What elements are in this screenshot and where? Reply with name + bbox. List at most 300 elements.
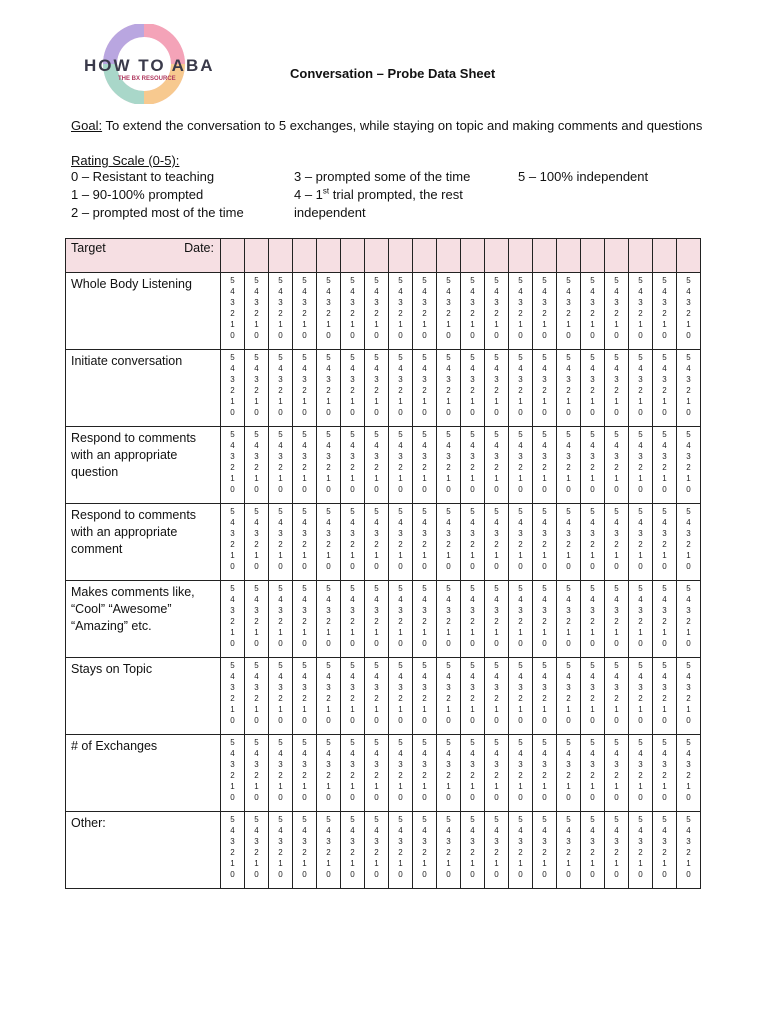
score-cell[interactable] bbox=[605, 581, 629, 658]
score-option[interactable]: 0 bbox=[446, 870, 451, 879]
score-cell[interactable] bbox=[533, 427, 557, 504]
score-option[interactable]: 1 bbox=[278, 859, 283, 868]
score-option[interactable]: 3 bbox=[422, 837, 427, 846]
score-cell[interactable] bbox=[221, 504, 245, 581]
score-option[interactable]: 2 bbox=[230, 540, 235, 549]
score-option[interactable]: 5 bbox=[302, 276, 307, 285]
score-option[interactable]: 4 bbox=[422, 441, 427, 450]
score-option[interactable]: 5 bbox=[374, 738, 379, 747]
score-option[interactable]: 3 bbox=[302, 529, 307, 538]
score-option[interactable]: 4 bbox=[254, 672, 259, 681]
score-option[interactable]: 1 bbox=[686, 320, 691, 329]
score-option[interactable]: 3 bbox=[518, 837, 523, 846]
score-option[interactable]: 4 bbox=[446, 441, 451, 450]
score-option[interactable]: 0 bbox=[638, 793, 643, 802]
score-option[interactable]: 3 bbox=[614, 683, 619, 692]
score-cell[interactable] bbox=[365, 581, 389, 658]
score-option[interactable]: 1 bbox=[350, 782, 355, 791]
score-option[interactable]: 3 bbox=[542, 298, 547, 307]
score-option[interactable]: 2 bbox=[518, 848, 523, 857]
score-option[interactable]: 5 bbox=[662, 738, 667, 747]
score-option[interactable]: 3 bbox=[566, 606, 571, 615]
score-option[interactable]: 3 bbox=[254, 683, 259, 692]
score-option[interactable]: 0 bbox=[374, 639, 379, 648]
score-option[interactable]: 0 bbox=[590, 408, 595, 417]
score-cell[interactable] bbox=[485, 504, 509, 581]
score-option[interactable]: 1 bbox=[518, 628, 523, 637]
score-option[interactable]: 5 bbox=[494, 507, 499, 516]
score-cell[interactable] bbox=[245, 581, 269, 658]
score-option[interactable]: 5 bbox=[446, 661, 451, 670]
score-option[interactable]: 0 bbox=[542, 408, 547, 417]
score-cell[interactable] bbox=[389, 273, 413, 350]
score-option[interactable]: 4 bbox=[686, 826, 691, 835]
score-option[interactable]: 2 bbox=[638, 617, 643, 626]
score-option[interactable]: 1 bbox=[662, 628, 667, 637]
score-option[interactable]: 5 bbox=[326, 430, 331, 439]
score-option[interactable]: 1 bbox=[230, 320, 235, 329]
score-option[interactable]: 0 bbox=[614, 716, 619, 725]
score-option[interactable]: 4 bbox=[254, 441, 259, 450]
score-option[interactable]: 0 bbox=[230, 331, 235, 340]
score-option[interactable]: 0 bbox=[686, 562, 691, 571]
score-option[interactable]: 1 bbox=[398, 551, 403, 560]
score-option[interactable]: 1 bbox=[374, 628, 379, 637]
score-option[interactable]: 0 bbox=[398, 716, 403, 725]
score-option[interactable]: 3 bbox=[326, 760, 331, 769]
score-option[interactable]: 4 bbox=[638, 441, 643, 450]
score-cell[interactable] bbox=[389, 735, 413, 812]
score-option[interactable]: 0 bbox=[422, 870, 427, 879]
score-cell[interactable] bbox=[485, 735, 509, 812]
score-option[interactable]: 1 bbox=[470, 474, 475, 483]
score-option[interactable]: 5 bbox=[638, 661, 643, 670]
score-option[interactable]: 2 bbox=[494, 771, 499, 780]
score-option[interactable]: 4 bbox=[470, 826, 475, 835]
score-option[interactable]: 4 bbox=[662, 749, 667, 758]
score-option[interactable]: 2 bbox=[374, 617, 379, 626]
score-option[interactable]: 1 bbox=[302, 782, 307, 791]
score-option[interactable]: 0 bbox=[278, 408, 283, 417]
date-cell[interactable] bbox=[509, 239, 533, 273]
score-option[interactable]: 3 bbox=[518, 683, 523, 692]
score-option[interactable]: 5 bbox=[542, 738, 547, 747]
score-option[interactable]: 4 bbox=[302, 826, 307, 835]
score-option[interactable]: 5 bbox=[302, 353, 307, 362]
score-option[interactable]: 4 bbox=[638, 364, 643, 373]
score-option[interactable]: 1 bbox=[254, 397, 259, 406]
score-option[interactable]: 1 bbox=[446, 551, 451, 560]
score-cell[interactable] bbox=[461, 350, 485, 427]
score-cell[interactable] bbox=[485, 581, 509, 658]
score-option[interactable]: 5 bbox=[374, 507, 379, 516]
score-option[interactable]: 3 bbox=[254, 529, 259, 538]
score-option[interactable]: 4 bbox=[566, 441, 571, 450]
score-option[interactable]: 2 bbox=[422, 617, 427, 626]
score-option[interactable]: 0 bbox=[518, 331, 523, 340]
score-option[interactable]: 2 bbox=[470, 463, 475, 472]
score-option[interactable]: 2 bbox=[278, 694, 283, 703]
score-cell[interactable] bbox=[269, 427, 293, 504]
score-option[interactable]: 1 bbox=[686, 628, 691, 637]
score-option[interactable]: 2 bbox=[542, 463, 547, 472]
score-option[interactable]: 0 bbox=[278, 870, 283, 879]
date-cell[interactable] bbox=[533, 239, 557, 273]
score-option[interactable]: 4 bbox=[278, 826, 283, 835]
score-cell[interactable] bbox=[341, 350, 365, 427]
score-option[interactable]: 3 bbox=[326, 452, 331, 461]
score-option[interactable]: 5 bbox=[254, 815, 259, 824]
score-option[interactable]: 0 bbox=[518, 485, 523, 494]
score-cell[interactable] bbox=[293, 273, 317, 350]
score-option[interactable]: 4 bbox=[614, 826, 619, 835]
score-option[interactable]: 4 bbox=[662, 518, 667, 527]
score-option[interactable]: 2 bbox=[686, 463, 691, 472]
score-option[interactable]: 2 bbox=[350, 540, 355, 549]
score-option[interactable]: 2 bbox=[614, 617, 619, 626]
score-option[interactable]: 2 bbox=[446, 694, 451, 703]
score-option[interactable]: 2 bbox=[446, 386, 451, 395]
score-option[interactable]: 3 bbox=[422, 452, 427, 461]
score-option[interactable]: 0 bbox=[326, 716, 331, 725]
score-option[interactable]: 3 bbox=[278, 452, 283, 461]
score-cell[interactable] bbox=[269, 735, 293, 812]
score-option[interactable]: 4 bbox=[350, 595, 355, 604]
score-option[interactable]: 4 bbox=[446, 826, 451, 835]
score-option[interactable]: 5 bbox=[422, 815, 427, 824]
score-option[interactable]: 2 bbox=[590, 848, 595, 857]
score-option[interactable]: 5 bbox=[590, 507, 595, 516]
score-option[interactable]: 2 bbox=[374, 848, 379, 857]
score-option[interactable]: 1 bbox=[398, 859, 403, 868]
score-option[interactable]: 0 bbox=[470, 331, 475, 340]
score-option[interactable]: 3 bbox=[566, 837, 571, 846]
score-option[interactable]: 3 bbox=[326, 298, 331, 307]
score-option[interactable]: 4 bbox=[542, 595, 547, 604]
score-cell[interactable] bbox=[653, 273, 677, 350]
score-cell[interactable] bbox=[413, 504, 437, 581]
score-option[interactable]: 1 bbox=[278, 320, 283, 329]
score-option[interactable]: 0 bbox=[398, 793, 403, 802]
score-option[interactable]: 4 bbox=[374, 518, 379, 527]
date-cell[interactable] bbox=[293, 239, 317, 273]
score-option[interactable]: 5 bbox=[350, 276, 355, 285]
score-option[interactable]: 1 bbox=[254, 628, 259, 637]
score-option[interactable]: 5 bbox=[686, 507, 691, 516]
score-option[interactable]: 0 bbox=[326, 870, 331, 879]
score-option[interactable]: 5 bbox=[614, 738, 619, 747]
score-option[interactable]: 1 bbox=[638, 397, 643, 406]
score-cell[interactable] bbox=[461, 427, 485, 504]
score-option[interactable]: 4 bbox=[662, 826, 667, 835]
score-cell[interactable] bbox=[629, 735, 653, 812]
score-option[interactable]: 0 bbox=[614, 331, 619, 340]
score-option[interactable]: 2 bbox=[590, 617, 595, 626]
score-option[interactable]: 3 bbox=[662, 683, 667, 692]
score-option[interactable]: 0 bbox=[230, 639, 235, 648]
score-option[interactable]: 4 bbox=[494, 826, 499, 835]
score-option[interactable]: 2 bbox=[302, 309, 307, 318]
score-cell[interactable] bbox=[245, 273, 269, 350]
score-option[interactable]: 1 bbox=[470, 551, 475, 560]
score-cell[interactable] bbox=[269, 658, 293, 735]
score-option[interactable]: 2 bbox=[494, 540, 499, 549]
score-option[interactable]: 1 bbox=[518, 782, 523, 791]
score-option[interactable]: 2 bbox=[446, 540, 451, 549]
date-cell[interactable] bbox=[653, 239, 677, 273]
score-option[interactable]: 2 bbox=[350, 386, 355, 395]
score-option[interactable]: 0 bbox=[230, 408, 235, 417]
score-option[interactable]: 1 bbox=[254, 320, 259, 329]
date-cell[interactable] bbox=[341, 239, 365, 273]
score-option[interactable]: 0 bbox=[350, 408, 355, 417]
score-cell[interactable] bbox=[317, 504, 341, 581]
score-cell[interactable] bbox=[485, 812, 509, 889]
score-option[interactable]: 0 bbox=[614, 408, 619, 417]
score-option[interactable]: 2 bbox=[350, 463, 355, 472]
score-option[interactable]: 5 bbox=[494, 738, 499, 747]
score-option[interactable]: 3 bbox=[422, 298, 427, 307]
score-option[interactable]: 5 bbox=[398, 584, 403, 593]
score-option[interactable]: 2 bbox=[518, 386, 523, 395]
score-option[interactable]: 4 bbox=[446, 672, 451, 681]
score-option[interactable]: 1 bbox=[374, 782, 379, 791]
score-option[interactable]: 0 bbox=[398, 870, 403, 879]
score-option[interactable]: 4 bbox=[398, 595, 403, 604]
score-option[interactable]: 3 bbox=[254, 298, 259, 307]
score-option[interactable]: 0 bbox=[662, 716, 667, 725]
score-option[interactable]: 0 bbox=[542, 331, 547, 340]
score-option[interactable]: 0 bbox=[278, 793, 283, 802]
date-cell[interactable] bbox=[269, 239, 293, 273]
score-option[interactable]: 2 bbox=[254, 848, 259, 857]
score-cell[interactable] bbox=[341, 812, 365, 889]
score-option[interactable]: 0 bbox=[494, 870, 499, 879]
score-option[interactable]: 1 bbox=[350, 397, 355, 406]
score-option[interactable]: 0 bbox=[374, 870, 379, 879]
score-option[interactable]: 3 bbox=[590, 298, 595, 307]
score-cell[interactable] bbox=[509, 812, 533, 889]
score-option[interactable]: 4 bbox=[638, 518, 643, 527]
score-option[interactable]: 2 bbox=[350, 694, 355, 703]
score-option[interactable]: 4 bbox=[302, 595, 307, 604]
score-option[interactable]: 0 bbox=[590, 331, 595, 340]
score-option[interactable]: 1 bbox=[614, 705, 619, 714]
score-option[interactable]: 4 bbox=[686, 287, 691, 296]
score-option[interactable]: 1 bbox=[638, 474, 643, 483]
score-option[interactable]: 2 bbox=[494, 309, 499, 318]
score-cell[interactable] bbox=[437, 504, 461, 581]
score-option[interactable]: 1 bbox=[422, 628, 427, 637]
score-option[interactable]: 4 bbox=[302, 749, 307, 758]
score-option[interactable]: 4 bbox=[542, 672, 547, 681]
score-option[interactable]: 0 bbox=[638, 562, 643, 571]
score-cell[interactable] bbox=[221, 427, 245, 504]
score-option[interactable]: 3 bbox=[686, 760, 691, 769]
score-option[interactable]: 3 bbox=[686, 452, 691, 461]
score-option[interactable]: 5 bbox=[350, 738, 355, 747]
score-option[interactable]: 5 bbox=[638, 738, 643, 747]
score-option[interactable]: 5 bbox=[230, 276, 235, 285]
score-option[interactable]: 0 bbox=[494, 562, 499, 571]
score-option[interactable]: 2 bbox=[398, 617, 403, 626]
score-option[interactable]: 0 bbox=[350, 716, 355, 725]
score-option[interactable]: 3 bbox=[398, 683, 403, 692]
score-cell[interactable] bbox=[341, 427, 365, 504]
score-option[interactable]: 0 bbox=[374, 562, 379, 571]
score-cell[interactable] bbox=[677, 735, 701, 812]
score-option[interactable]: 2 bbox=[302, 617, 307, 626]
score-option[interactable]: 3 bbox=[326, 529, 331, 538]
score-option[interactable]: 4 bbox=[542, 364, 547, 373]
score-option[interactable]: 3 bbox=[254, 375, 259, 384]
score-option[interactable]: 0 bbox=[614, 485, 619, 494]
score-option[interactable]: 4 bbox=[374, 364, 379, 373]
score-cell[interactable] bbox=[653, 735, 677, 812]
score-option[interactable]: 4 bbox=[398, 749, 403, 758]
score-option[interactable]: 3 bbox=[278, 606, 283, 615]
score-cell[interactable] bbox=[365, 350, 389, 427]
score-option[interactable]: 1 bbox=[278, 474, 283, 483]
score-option[interactable]: 2 bbox=[446, 463, 451, 472]
score-option[interactable]: 4 bbox=[590, 287, 595, 296]
score-cell[interactable] bbox=[437, 658, 461, 735]
score-cell[interactable] bbox=[389, 581, 413, 658]
score-option[interactable]: 1 bbox=[302, 397, 307, 406]
score-option[interactable]: 5 bbox=[326, 584, 331, 593]
score-option[interactable]: 5 bbox=[638, 276, 643, 285]
score-option[interactable]: 4 bbox=[278, 749, 283, 758]
score-cell[interactable] bbox=[605, 735, 629, 812]
score-option[interactable]: 2 bbox=[638, 463, 643, 472]
score-option[interactable]: 3 bbox=[470, 606, 475, 615]
score-option[interactable]: 3 bbox=[446, 606, 451, 615]
date-cell[interactable] bbox=[461, 239, 485, 273]
score-option[interactable]: 3 bbox=[590, 529, 595, 538]
score-cell[interactable] bbox=[533, 735, 557, 812]
score-option[interactable]: 5 bbox=[518, 276, 523, 285]
score-option[interactable]: 3 bbox=[374, 529, 379, 538]
score-option[interactable]: 5 bbox=[374, 661, 379, 670]
score-option[interactable]: 0 bbox=[350, 485, 355, 494]
score-cell[interactable] bbox=[485, 658, 509, 735]
score-option[interactable]: 1 bbox=[230, 474, 235, 483]
score-option[interactable]: 4 bbox=[542, 749, 547, 758]
score-option[interactable]: 5 bbox=[638, 584, 643, 593]
score-option[interactable]: 3 bbox=[350, 298, 355, 307]
score-option[interactable]: 5 bbox=[662, 584, 667, 593]
score-cell[interactable] bbox=[245, 504, 269, 581]
score-option[interactable]: 1 bbox=[374, 551, 379, 560]
score-option[interactable]: 5 bbox=[662, 276, 667, 285]
score-cell[interactable] bbox=[629, 350, 653, 427]
score-option[interactable]: 5 bbox=[518, 738, 523, 747]
score-cell[interactable] bbox=[677, 273, 701, 350]
score-option[interactable]: 5 bbox=[614, 815, 619, 824]
score-option[interactable]: 3 bbox=[614, 529, 619, 538]
score-cell[interactable] bbox=[653, 504, 677, 581]
score-cell[interactable] bbox=[413, 812, 437, 889]
score-option[interactable]: 0 bbox=[590, 793, 595, 802]
score-cell[interactable] bbox=[461, 581, 485, 658]
score-option[interactable]: 4 bbox=[230, 749, 235, 758]
score-option[interactable]: 1 bbox=[278, 397, 283, 406]
score-option[interactable]: 5 bbox=[398, 276, 403, 285]
score-option[interactable]: 1 bbox=[566, 705, 571, 714]
score-option[interactable]: 1 bbox=[590, 859, 595, 868]
score-option[interactable]: 3 bbox=[350, 529, 355, 538]
score-option[interactable]: 0 bbox=[566, 562, 571, 571]
score-option[interactable]: 2 bbox=[326, 386, 331, 395]
score-option[interactable]: 4 bbox=[398, 672, 403, 681]
score-option[interactable]: 1 bbox=[350, 474, 355, 483]
score-option[interactable]: 1 bbox=[398, 474, 403, 483]
score-option[interactable]: 4 bbox=[638, 826, 643, 835]
score-option[interactable]: 0 bbox=[662, 408, 667, 417]
score-option[interactable]: 4 bbox=[494, 287, 499, 296]
score-option[interactable]: 2 bbox=[326, 463, 331, 472]
score-cell[interactable] bbox=[653, 427, 677, 504]
score-option[interactable]: 5 bbox=[566, 507, 571, 516]
score-option[interactable]: 5 bbox=[614, 507, 619, 516]
score-option[interactable]: 2 bbox=[278, 617, 283, 626]
score-option[interactable]: 3 bbox=[542, 452, 547, 461]
score-option[interactable]: 1 bbox=[254, 859, 259, 868]
score-option[interactable]: 5 bbox=[686, 353, 691, 362]
score-option[interactable]: 1 bbox=[518, 551, 523, 560]
score-cell[interactable] bbox=[629, 812, 653, 889]
score-option[interactable]: 1 bbox=[542, 397, 547, 406]
score-option[interactable]: 4 bbox=[350, 441, 355, 450]
score-option[interactable]: 3 bbox=[614, 375, 619, 384]
score-option[interactable]: 2 bbox=[230, 617, 235, 626]
score-option[interactable]: 2 bbox=[230, 848, 235, 857]
score-option[interactable]: 2 bbox=[278, 848, 283, 857]
score-option[interactable]: 1 bbox=[278, 782, 283, 791]
date-cell[interactable] bbox=[437, 239, 461, 273]
score-option[interactable]: 5 bbox=[374, 353, 379, 362]
score-option[interactable]: 5 bbox=[302, 815, 307, 824]
score-option[interactable]: 5 bbox=[278, 815, 283, 824]
score-option[interactable]: 0 bbox=[326, 408, 331, 417]
score-option[interactable]: 1 bbox=[422, 782, 427, 791]
score-option[interactable]: 5 bbox=[278, 430, 283, 439]
score-option[interactable]: 2 bbox=[302, 694, 307, 703]
score-option[interactable]: 1 bbox=[542, 705, 547, 714]
score-option[interactable]: 3 bbox=[326, 606, 331, 615]
score-option[interactable]: 3 bbox=[518, 298, 523, 307]
score-option[interactable]: 1 bbox=[638, 859, 643, 868]
score-option[interactable]: 3 bbox=[518, 375, 523, 384]
score-option[interactable]: 1 bbox=[494, 551, 499, 560]
score-option[interactable]: 4 bbox=[686, 518, 691, 527]
score-option[interactable]: 3 bbox=[302, 683, 307, 692]
score-cell[interactable] bbox=[341, 504, 365, 581]
score-option[interactable]: 0 bbox=[446, 485, 451, 494]
score-option[interactable]: 4 bbox=[326, 595, 331, 604]
score-option[interactable]: 1 bbox=[638, 628, 643, 637]
score-option[interactable]: 3 bbox=[326, 837, 331, 846]
score-option[interactable]: 1 bbox=[398, 705, 403, 714]
score-cell[interactable] bbox=[677, 427, 701, 504]
score-option[interactable]: 5 bbox=[398, 507, 403, 516]
score-option[interactable]: 1 bbox=[614, 320, 619, 329]
score-option[interactable]: 2 bbox=[350, 771, 355, 780]
score-option[interactable]: 4 bbox=[566, 364, 571, 373]
score-option[interactable]: 5 bbox=[542, 276, 547, 285]
score-option[interactable]: 4 bbox=[614, 441, 619, 450]
score-option[interactable]: 5 bbox=[446, 584, 451, 593]
